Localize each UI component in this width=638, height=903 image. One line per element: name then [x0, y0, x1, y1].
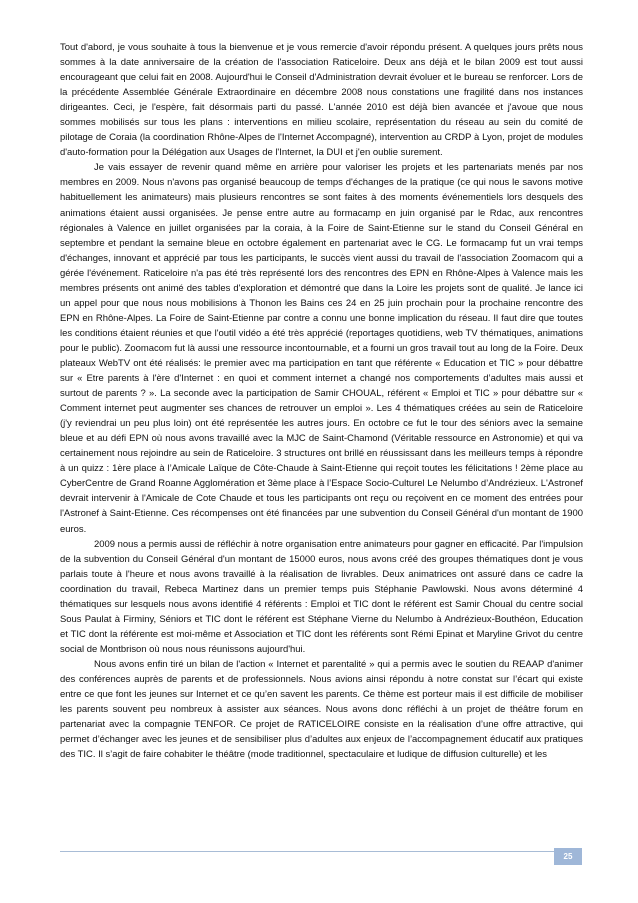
paragraph-intro: Tout d'abord, je vous souhaite à tous la bienvenue et je vous remercie d'avoir répondu présent. A quelques jours prêts nous sommes à la date anniversaire de la création de l'association Raticeloire. Deux ans déjà et le bilan 2009 est tout aussi encourageant que celui fait en 2008. Aujourd'hui le Conseil d'Administration devrait évoluer et le bureau se renforcer. Lors de la précédente Assemblée Générale Extraordinaire en décembre 2008 nous constations une fragilité dans nos instances dirigeantes. Ceci, je l'espère, fait désormais parti du passé. L'année 2010 est déjà bien avancée et j'avoue que nous sommes mobilisés sur tous les plans : interventions en milieu scolaire, représentation du réseau au sein du comité de pilotage de Coraia (la coordination Rhône-Alpes de l'Internet Accompagné), intervention au CRDP à Lyon, projet de modules d'auto-formation pour la Délégation aux Usages de l'Internet, la DUI et j'en oublie surement.: [60, 42, 583, 159]
paragraph-projects-2009: Je vais essayer de revenir quand même en arrière pour valoriser les projets et les partenariats menés par nos membres en 2009. Nous n'avons pas organisé beaucoup de temps d'échanges de la pratique (ce qui nous le savons motive habituellement les animateurs) mais plusieurs rencontres se sont faites à des moments événementiels lors desquels des animations étaient aussi organisées. Je pense entre autre au formacamp en juin organisé par le Rdac, aux rencontres régionales à Valence en juillet organisées par la coraia, à la Foire de Saint-Etienne sur le stand du Conseil Général en septembre et pendant la semaine bleue en octobre également en partenariat avec le CG. Le formacamp fut un vrai temps d'échanges, innovant et apprécié par tous les participants, le succès vient aussi du travail de l'association Zoomacom qui a gérée l'événement. Raticeloire n'a pas été très représenté lors des rencontres des EPN en Rhône-Alpes à Valence mais les membres présents ont animé des tables d'exploration et démontré que dans la Loire les projets sont de qualité. Je lance ici un appel pour que nous nous mobilisions à Thonon les Bains ces 24 en 25 juin prochain pour la prochaine rencontre des EPN en Rhône-Alpes. La Foire de Saint-Etienne par contre a connu une bonne implication du réseau. Il faut dire que toutes les conditions étaient réunies et que l'outil vidéo a été très apprécié (reportages quotidiens, web TV thématiques, animations pour le public). Zoomacom fut là aussi une ressource incontournable, et a fourni un gros travail tout au long de la Foire. Deux plateaux WebTV ont été réalisés: le premier avec ma participation en tant que référente « Education et TIC » pour débattre sur « Etre parents à l'ère d'Internet : en quoi et comment internet a changé nos comportements d’adultes mais aussi et surtout de parents ? ». La seconde avec la participation de Samir CHOUAL, référent « Emploi et TIC » pour débattre sur « Comment internet peut augmenter ses chances de retrouver un emploi ». Les 4 thématiques créées au sein de Raticeloire (j'y reviendrai un peu plus loin) ont été représentée les autres jours. En octobre ce fut le tour des séniors avec la semaine bleue et au défi EPN où nous avons travaillé avec la MJC de Saint-Chamond (Véritable ressource en Astronomie) et qui va certainement nous rejoindre au sein de Raticeloire. 3 structures ont brillé en réussissant dans les meilleurs temps à répondre à un quizz : 1ère place à l’Amicale Laïque de Côte-Chaude à Saint-Etienne qui reçoit toutes les félicitations ! 2ème place au CyberCentre de Grand Roanne Agglomération et 3ème place à l’Espace Socio-Culturel Le Nelumbo d’Andrézieux. L'Astronef devrait intervenir à l'Amicale de Cote Chaude et tous les participants ont reçu ou reçoivent en ce moment des entrées pour l'Astronef à Saint-Etienne. Ces récompenses ont été financées par une subvention du Conseil Général d'un montant de 1900 euros.: [60, 162, 583, 535]
paragraph-organisation: 2009 nous a permis aussi de réfléchir à notre organisation entre animateurs pour gagner en efficacité. Par l'impulsion de la subvention du Conseil Général d'un montant de 15000 euros, nous avons créé des groupes thématiques dont je vous parlais toute à l'heure et nous avons travaillé à la réalisation de livrables. Deux animatrices ont assuré dans ce cadre la coordination du travail, Rebeca Martinez dans un premier temps puis Stéphanie Pawlowski. Nous avons déterminé 4 thématiques sur lesquels nous avons identifié 4 référents : Emploi et TIC dont le référent est Samir Choual du centre social Sous Paulat à Firminy, Séniors et TIC dont le référent est Stéphane Vierne du Nelumbo à Andrézieux-Bouthéon, Education et TIC dont la référente est moi-même et Association et TIC dont les référents sont Rémi Epinat et Maryline Grivot du centre social de Montbrison où nous nous réunissons aujourd'hui.: [60, 538, 583, 655]
footer-rule: [60, 851, 554, 852]
body-text: [60, 40, 583, 840]
page-number-badge: 25: [554, 848, 582, 865]
paragraph-parentalite: Nous avons enfin tiré un bilan de l'action « Internet et parentalité » qui a permis avec le soutien du REAAP d'animer des conférences auprès de parents et de professionnels. Nous avions ainsi répondu à notre constat sur l’écart qui existe entre ce que font les jeunes sur Internet et ce qu’en savent les parents. Ce thème est porteur mais il est difficile de mobiliser les parents souvent peu nombreux à assister aux séances. Nous avons donc réfléchi à un projet de théâtre forum en partenariat avec la compagnie TENFOR. Ce projet de RATICELOIRE consiste en la réalisation d’une offre attractive, qui permet d’échanger avec les jeunes et de sensibiliser plus d’adultes aux enjeux de l’accompagnement éducatif aux pratiques des TIC. Il s’agit de faire cohabiter le théâtre (mode traditionnel, spectaculaire et ludique de diffusion culturelle) et les: [60, 658, 583, 761]
